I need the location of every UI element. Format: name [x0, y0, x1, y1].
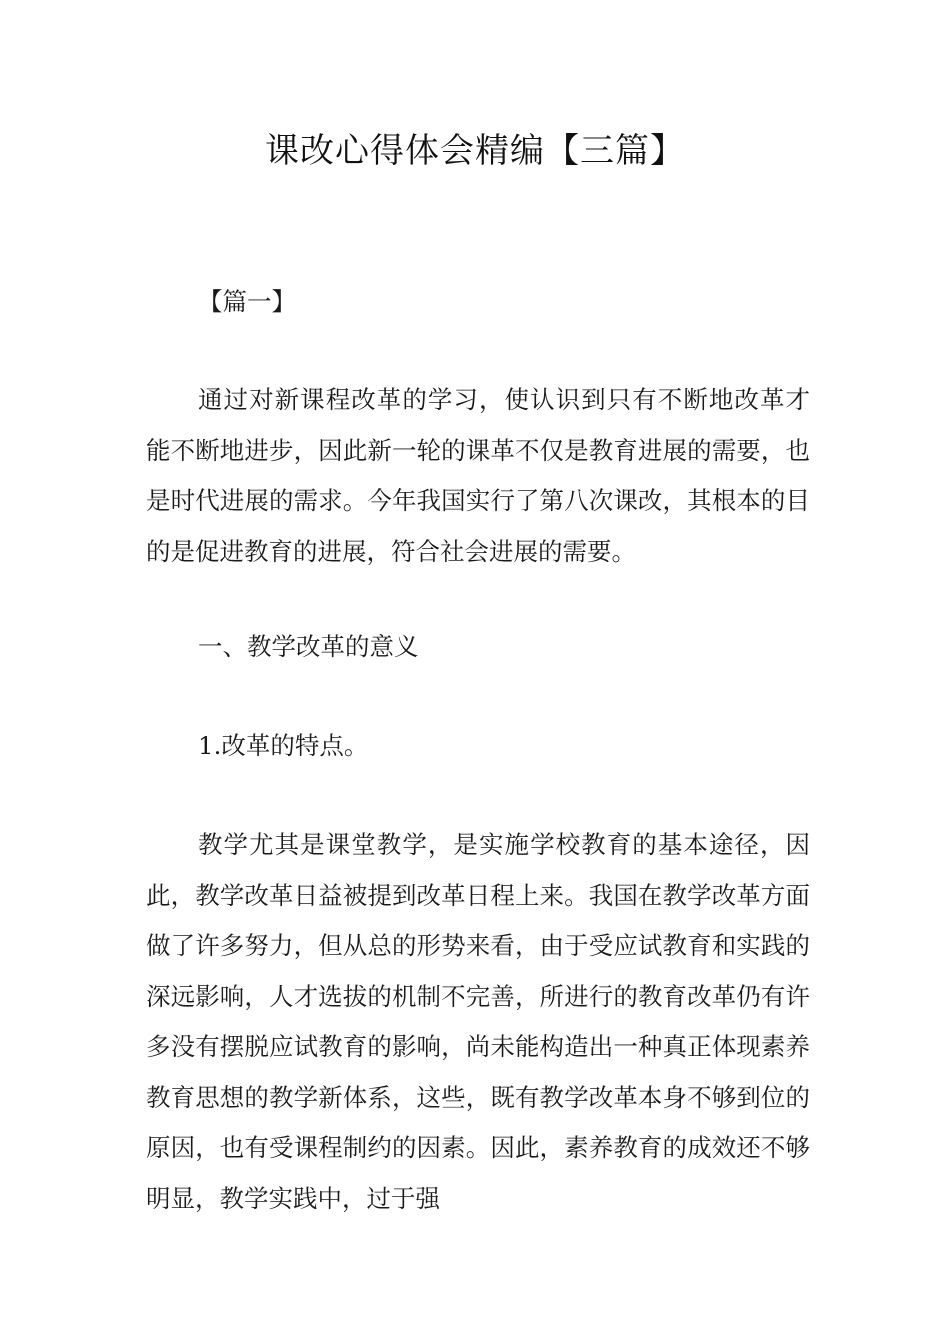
- body-paragraph: 教学尤其是课堂教学，是实施学校教育的基本途径，因此，教学改革日益被提到改革日程上来。我国在教学改革方面做了许多努力，但从总的形势来看，由于受应试教育和实践的深远影响，人才选拔的机制不完善，所进行的教育改革仍有许多没有摆脱应试教育的影响，尚未能构造出一种真正体现素养教育思想的教学新体系，这些，既有教学改革本身不够到位的原因，也有受课程制约的因素。因此，素养教育的成效还不够明显，教学实践中，过于强: [146, 830, 810, 1213]
- section-label: 【篇一】: [198, 287, 296, 316]
- section-heading: 一、教学改革的意义: [198, 632, 419, 661]
- intro-paragraph: 通过对新课程改革的学习，使认识到只有不断地改革才能不断地进步，因此新一轮的课革不仅是教育进展的需要，也是时代进展的需求。今年我国实行了第八次课改，其根本的目的是促进教育的进展，符合社会进展的需要。: [146, 385, 810, 566]
- subsection-heading: 1.改革的特点。: [198, 731, 369, 760]
- document-title: 课改心得体会精编【三篇】: [265, 131, 685, 171]
